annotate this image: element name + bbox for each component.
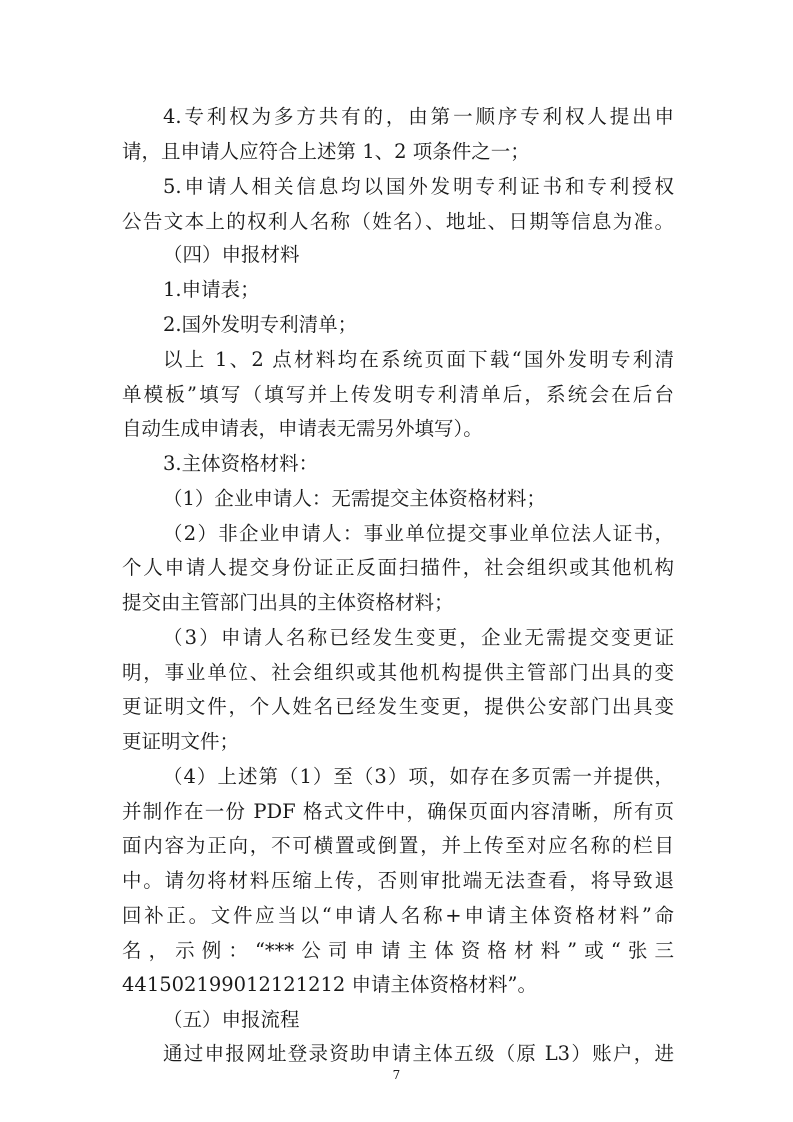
text-line: 提交由主管部门出具的主体资格材料；	[122, 591, 454, 614]
text-line: 自动生成申请表，申请表无需另外填写）。	[122, 417, 483, 440]
text-line: 回补正。文件应当以“申请人名称+申请主体资格材料”命	[122, 904, 674, 927]
text-line: 公告文本上的权利人名称（姓名）、地址、日期等信息为准。	[122, 210, 674, 233]
text-line: 2.国外发明专利清单；	[163, 313, 358, 336]
text-line: 明，事业单位、社会组织或其他机构提供主管部门出具的变	[122, 661, 674, 684]
text-line: 通过申报网址登录资助申请主体五级（原 L3）账户，进	[163, 1042, 674, 1065]
text-line: 名，示例：“***公司申请主体资格材料”或“张三	[122, 939, 674, 962]
text-line: 更证明文件；	[122, 730, 240, 753]
section-heading: （五）申报流程	[163, 1008, 300, 1031]
page-number: 7	[392, 1068, 401, 1082]
text-line: 请，且申请人应符合上述第 1、2 项条件之一；	[122, 140, 530, 163]
text-line: 以上 1、2 点材料均在系统页面下载“国外发明专利清	[163, 348, 674, 371]
text-line: 1.申请表；	[163, 278, 260, 301]
text-line: 441502199012121212 申请主体资格材料”。	[122, 973, 537, 996]
text-line: 更证明文件，个人姓名已经发生变更，提供公安部门出具变	[122, 695, 674, 718]
text-line: （2）非企业申请人：事业单位提交事业单位法人证书，	[163, 522, 674, 545]
text-line: 单模板”填写（填写并上传发明专利清单后，系统会在后台	[122, 383, 674, 406]
text-line: （3）申请人名称已经发生变更，企业无需提交变更证	[163, 626, 674, 649]
text-line: 中。请勿将材料压缩上传，否则审批端无法查看，将导致退	[122, 869, 674, 892]
text-line: 3.主体资格材料：	[163, 452, 319, 475]
text-line: 个人申请人提交身份证正反面扫描件，社会组织或其他机构	[122, 556, 674, 579]
text-line: （4）上述第（1）至（3）项，如存在多页需一并提供，	[163, 765, 674, 788]
text-line: 面内容为正向，不可横置或倒置，并上传至对应名称的栏目	[122, 834, 674, 857]
text-line: 并制作在一份 PDF 格式文件中，确保页面内容清晰，所有页	[122, 800, 674, 823]
text-line: 4.专利权为多方共有的，由第一顺序专利权人提出申	[163, 105, 674, 128]
section-heading: （四）申报材料	[163, 243, 300, 266]
text-line: 5.申请人相关信息均以国外发明专利证书和专利授权	[163, 175, 674, 198]
text-line: （1）企业申请人：无需提交主体资格材料；	[163, 487, 546, 510]
